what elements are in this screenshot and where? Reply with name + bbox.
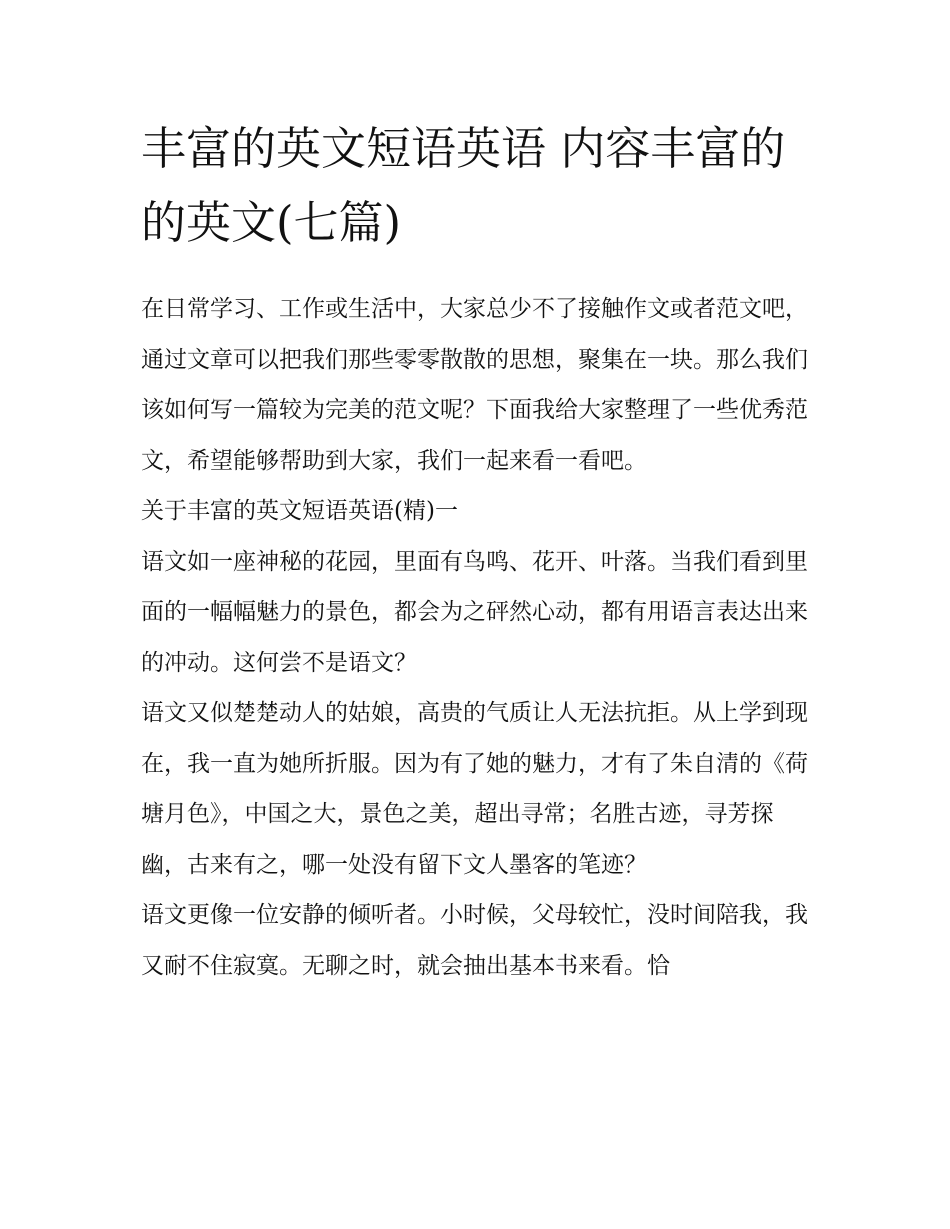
section-heading: 关于丰富的英文短语英语(精)一	[141, 498, 458, 524]
document-title: 丰富的英文短语英语 内容丰富的的英文(七篇)	[141, 122, 786, 249]
intro-paragraph: 在日常学习、工作或生活中，大家总少不了接触作文或者范文吧，通过文章可以把我们那些零零散散的思想，聚集在一块。那么我们该如何写一篇较为完美的范文呢？下面我给大家整理了一些优秀范文，希望能够帮助到大家，我们一起来看一看吧。	[141, 296, 808, 474]
body-paragraph-2: 语文又似楚楚动人的姑娘，高贵的气质让人无法抗拒。从上学到现在，我一直为她所折服。因为有了她的魅力，才有了朱自清的《荷塘月色》，中国之大，景色之美，超出寻常；名胜古迹，寻芳探幽，古来有之，哪一处没有留下文人墨客的笔迹？	[141, 700, 808, 878]
body-paragraph-1: 语文如一座神秘的花园，里面有鸟鸣、花开、叶落。当我们看到里面的一幅幅魅力的景色，都会为之砰然心动，都有用语言表达出来的冲动。这何尝不是语文？	[141, 548, 808, 676]
document-body	[141, 284, 813, 991]
body-paragraph-3: 语文更像一位安静的倾听者。小时候，父母较忙，没时间陪我，我又耐不住寂寞。无聊之时，就会抽出基本书来看。恰	[141, 902, 808, 979]
document-content	[141, 112, 813, 991]
